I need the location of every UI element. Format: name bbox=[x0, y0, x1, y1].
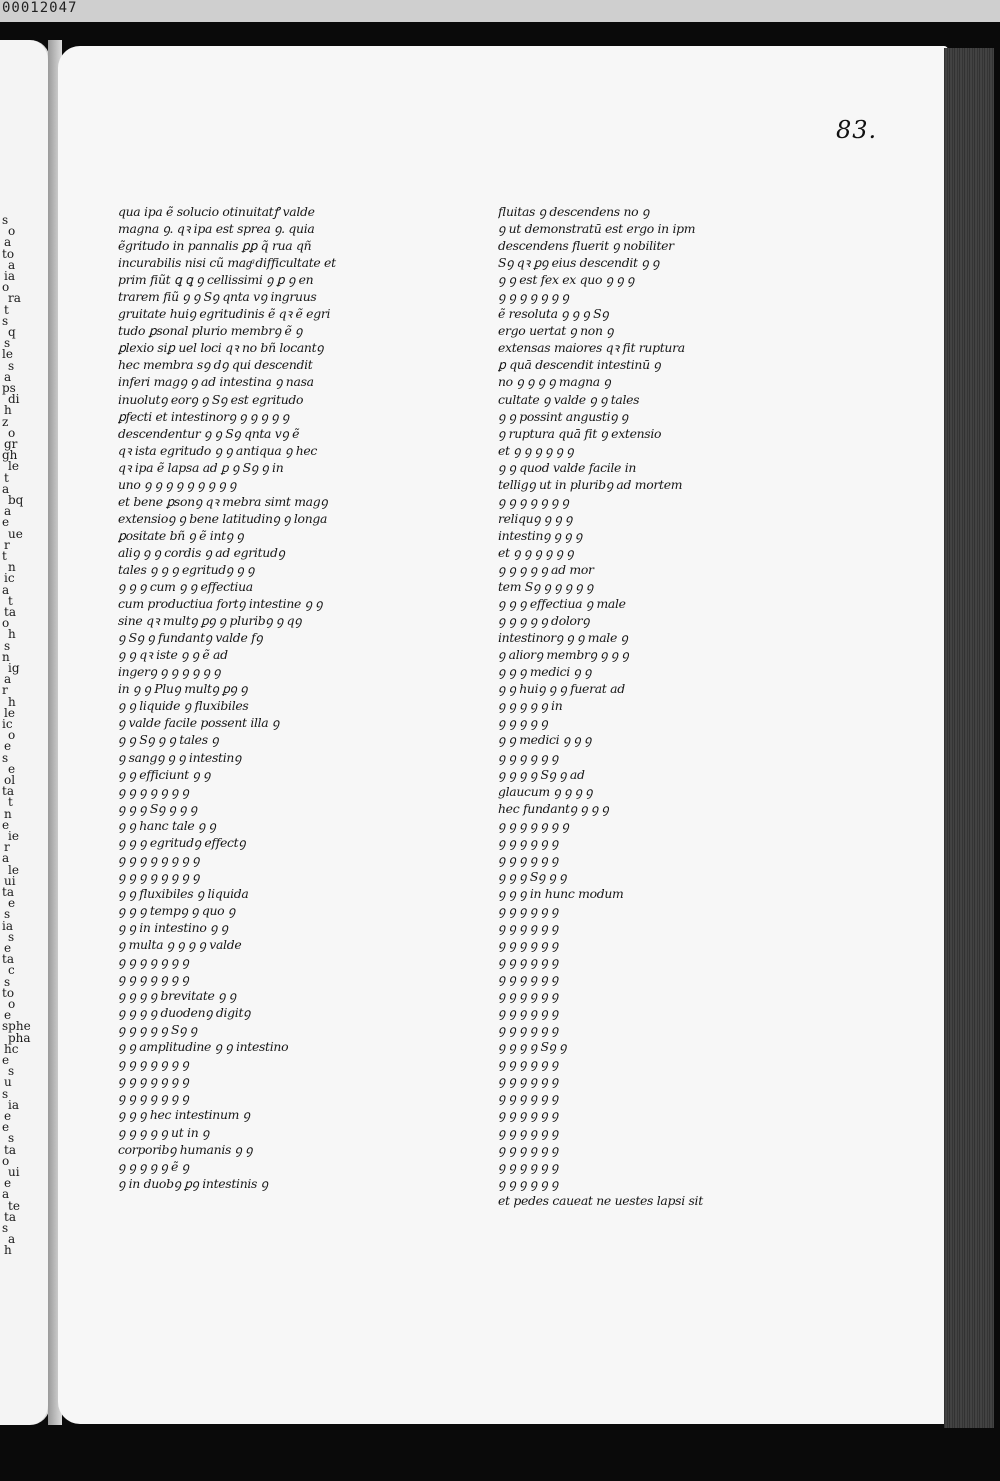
left-page-text: s bbox=[2, 750, 9, 765]
left-page-text: e bbox=[4, 1176, 12, 1191]
text-line: ꝯ ꝯ ꝯ ꝯ ꝯ ꝯ bbox=[498, 988, 559, 1004]
left-page-text: ia bbox=[8, 1097, 19, 1112]
left-page-text: u bbox=[4, 1075, 12, 1090]
left-page-text: a bbox=[2, 851, 10, 866]
text-line: ꝯ ꝯ huiꝯ ꝯ ꝯ fuerat ad bbox=[498, 681, 625, 697]
text-line: glaucum ꝯ ꝯ ꝯ ꝯ bbox=[498, 783, 593, 799]
text-line: ꝯ ꝯ ꝯ ꝯ ꝯ ꝯ bbox=[498, 971, 559, 987]
left-page-text: o bbox=[8, 224, 16, 239]
text-line: ꝯ ꝯ ꝯ ꝯ ꝯ ꝯ ꝯ bbox=[498, 493, 569, 509]
text-line: ꝯ ꝯ ꝯ ꝯ ꝯ ꝯ bbox=[498, 1124, 559, 1140]
text-line: ꝯ ut demonstratū est ergo in ipm bbox=[498, 221, 696, 237]
text-line: ꝯ ꝯ ꝯ ꝯ ꝯ ẽ ꝯ bbox=[118, 1158, 189, 1174]
text-line: ꝯ ꝯ ꝯ ꝯ ꝯ ꝯ ꝯ bbox=[498, 289, 569, 305]
text-line: inuolutꝯ eorꝯ ꝯ Sꝯ est egritudo bbox=[118, 391, 304, 407]
text-line: ꝯ aliorꝯ membrꝯ ꝯ ꝯ ꝯ bbox=[498, 647, 629, 663]
text-line: prim fiũt ꝗ ꝗ ꝯ cellissimi ꝯ ꝑ ꝯ en bbox=[118, 272, 314, 288]
text-line: qꝛ ista egritudo ꝯ ꝯ antiqua ꝯ hec bbox=[118, 442, 318, 458]
text-line: tudo ꝑsonal plurio membrꝯ ẽ ꝯ bbox=[118, 323, 303, 339]
text-line: ꝯ ꝯ ꝯ ꝯ ꝯ ꝯ bbox=[498, 1022, 559, 1038]
left-page-text: z bbox=[2, 414, 9, 429]
text-line: ꝯ ꝯ ꝯ ꝯ ꝯ ad mor bbox=[498, 561, 594, 577]
left-page-text: e bbox=[4, 1008, 12, 1023]
left-page-text: hc bbox=[4, 1041, 19, 1056]
text-line: ꝯ ꝯ Sꝯ ꝯ ꝯ tales ꝯ bbox=[118, 732, 219, 748]
text-line: ꝯ ꝯ ꝯ ꝯ ꝯ ꝯ ꝯ bbox=[118, 971, 189, 987]
text-line: ꝯ ꝯ ꝯ ꝯ ꝯ ꝯ bbox=[498, 1005, 559, 1021]
left-page-text: o bbox=[8, 997, 16, 1011]
folio-number: 83. bbox=[836, 116, 878, 144]
text-line: ꝯ ꝯ ꝯ ꝯ ꝯ ꝯ ꝯ ꝯ bbox=[118, 868, 200, 884]
left-page-text: le bbox=[4, 705, 15, 720]
left-page-text: ui bbox=[8, 1165, 20, 1179]
text-line: ꝯ ꝯ hanc tale ꝯ ꝯ bbox=[118, 817, 216, 833]
text-line: magna ꝯ. qꝛ ipa est sprea ꝯ. quia bbox=[118, 221, 315, 237]
left-page-text: e bbox=[2, 817, 10, 832]
text-line: ꝯ ꝯ efficiunt ꝯ ꝯ bbox=[118, 766, 211, 782]
text-line: ꝯ ꝯ ꝯ Sꝯ ꝯ ꝯ bbox=[498, 868, 567, 884]
text-line: intestinorꝯ ꝯ ꝯ male ꝯ bbox=[498, 630, 628, 646]
left-page-text: to bbox=[2, 246, 15, 261]
left-page-text: ic bbox=[2, 717, 13, 731]
left-page-text: bq bbox=[8, 493, 24, 507]
text-line: ꝯ ꝯ ꝯ ꝯ ꝯ ꝯ bbox=[498, 749, 559, 765]
text-line: ꝯ ꝯ ꝯ effectiua ꝯ male bbox=[498, 596, 626, 612]
text-line: tales ꝯ ꝯ ꝯ egritudꝯ ꝯ ꝯ bbox=[118, 561, 255, 577]
left-page-text: to bbox=[2, 985, 15, 1000]
text-line: cum productiua fortꝯ intestine ꝯ ꝯ bbox=[118, 596, 323, 612]
left-page-text: h bbox=[4, 403, 12, 418]
text-line: ꝯ ꝯ ꝯ in hunc modum bbox=[498, 885, 624, 901]
text-line: ꝯ ꝯ ꝯ ꝯ ꝯ ꝯ bbox=[498, 1073, 559, 1089]
left-page-text: ta bbox=[2, 952, 14, 967]
text-line: intestinꝯ ꝯ ꝯ ꝯ bbox=[498, 527, 582, 543]
left-page-text: t bbox=[8, 795, 13, 810]
text-line: ꝯ valde facile possent illa ꝯ bbox=[118, 715, 280, 731]
left-page-text: ic bbox=[4, 571, 15, 586]
left-page-text: ta bbox=[4, 1209, 16, 1224]
text-line: ꝯ ꝯ est fex ex quo ꝯ ꝯ ꝯ bbox=[498, 272, 634, 288]
text-line: cultate ꝯ valde ꝯ ꝯ tales bbox=[498, 391, 640, 407]
left-page-text: a bbox=[2, 582, 10, 597]
text-line: telligꝯ ut in pluribꝯ ad mortem bbox=[498, 476, 683, 492]
text-line: ꝑfecti et intestinorꝯ ꝯ ꝯ ꝯ ꝯ ꝯ bbox=[118, 408, 289, 424]
left-page-text: e bbox=[4, 1109, 12, 1123]
left-page-text: a bbox=[4, 235, 12, 250]
left-page-text: o bbox=[8, 728, 16, 743]
text-line: hec membra sꝯ dꝯ qui descendit bbox=[118, 357, 313, 373]
left-page-text: n bbox=[8, 560, 16, 575]
left-page-text: c bbox=[8, 963, 15, 978]
left-page-text: pha bbox=[8, 1030, 31, 1045]
left-page-text: e bbox=[2, 1053, 10, 1067]
text-line: ꝑositate bñ ꝯ ẽ intꝯ ꝯ bbox=[118, 527, 244, 543]
left-page-text: n bbox=[2, 649, 10, 664]
left-page-text: gr bbox=[4, 437, 18, 451]
left-page-text: ta bbox=[2, 784, 14, 799]
left-page-text: e bbox=[2, 515, 10, 530]
left-page-text: s bbox=[2, 1086, 9, 1101]
text-line: ꝯ ꝯ ꝯ ꝯ ꝯ ꝯ bbox=[498, 954, 559, 970]
left-page-text: ta bbox=[4, 605, 16, 619]
text-line: ꝯ ꝯ ꝯ ꝯ ꝯ dolorꝯ bbox=[498, 613, 590, 629]
text-line: ꝯ ꝯ ꝯ ꝯ ꝯ ꝯ bbox=[498, 834, 559, 850]
text-line: ꝯ ꝯ ꝯ ꝯ ꝯ ꝯ bbox=[498, 851, 559, 867]
text-line: et bene ꝑsonꝯ qꝛ mebra simt magꝯ bbox=[118, 493, 328, 509]
text-line: descendentur ꝯ ꝯ Sꝯ qnta vꝯ ẽ bbox=[118, 425, 300, 441]
scan-header-strip bbox=[0, 0, 1000, 22]
left-page-text: e bbox=[8, 896, 16, 911]
text-line: ꝯ ꝯ ꝯ ꝯ ꝯ ꝯ bbox=[498, 1158, 559, 1174]
left-page-text: o bbox=[2, 1153, 10, 1168]
text-line: ꝯ ꝯ ꝯ ꝯ ꝯ ꝯ ꝯ bbox=[118, 954, 189, 970]
text-line: ꝯ ꝯ ꝯ ꝯ Sꝯ ꝯ ad bbox=[498, 766, 585, 782]
left-page-text: o bbox=[8, 425, 16, 440]
left-page-text: ol bbox=[4, 773, 16, 787]
text-line: ꝯ sangꝯ ꝯ ꝯ intestinꝯ bbox=[118, 749, 242, 765]
left-page-text: t bbox=[4, 302, 9, 317]
left-page-text: le bbox=[8, 459, 19, 474]
left-page-text: ta bbox=[2, 885, 14, 899]
left-page-text: s bbox=[4, 974, 11, 989]
text-line: ꝯ ꝯ ꝯ ꝯ ꝯ ꝯ ꝯ bbox=[118, 783, 189, 799]
text-line: Sꝯ qꝛ ꝑꝯ eius descendit ꝯ ꝯ bbox=[498, 255, 659, 271]
text-line: ꝯ ꝯ ꝯ ꝯ Sꝯ ꝯ bbox=[498, 1039, 567, 1055]
text-line: ꝯ ꝯ possint angustiꝯ ꝯ bbox=[498, 408, 628, 424]
text-line: tem Sꝯ ꝯ ꝯ ꝯ ꝯ ꝯ bbox=[498, 579, 594, 595]
left-page-text: s bbox=[8, 1131, 15, 1146]
left-page-text: s bbox=[8, 1064, 15, 1079]
text-line: et ꝯ ꝯ ꝯ ꝯ ꝯ ꝯ bbox=[498, 544, 574, 560]
text-line: incurabilis nisi cũ magͣ difficultate et bbox=[118, 255, 336, 271]
left-page-text: ig bbox=[8, 661, 20, 675]
left-page-text: s bbox=[4, 638, 11, 653]
text-line: ꝯ ꝯ ꝯ ꝯ ꝯ bbox=[498, 715, 548, 731]
left-page-fragment bbox=[0, 40, 50, 1425]
text-line: ingerꝯ ꝯ ꝯ ꝯ ꝯ ꝯ ꝯ bbox=[118, 664, 221, 680]
left-page-text: r bbox=[4, 537, 10, 552]
text-line: ꝯ ꝯ ꝯ tempꝯ ꝯ quo ꝯ bbox=[118, 902, 235, 918]
text-line: extensas maiores qꝛ fit ruptura bbox=[498, 340, 685, 356]
text-line: ꝯ Sꝯ ꝯ fundantꝯ valde fꝯ bbox=[118, 630, 263, 646]
left-page-text: h bbox=[8, 694, 16, 709]
left-page-text: s bbox=[4, 907, 11, 922]
left-page-text: s bbox=[2, 213, 9, 227]
left-page-text: s bbox=[2, 1221, 9, 1235]
left-page-text: ia bbox=[4, 269, 15, 283]
text-line: ꝯ multa ꝯ ꝯ ꝯ ꝯ valde bbox=[118, 937, 242, 953]
left-page-text: t bbox=[2, 549, 7, 563]
text-line: ꝯ ꝯ ꝯ Sꝯ ꝯ ꝯ ꝯ bbox=[118, 800, 197, 816]
text-line: ẽ resoluta ꝯ ꝯ ꝯ Sꝯ bbox=[498, 306, 609, 322]
left-page-text: q bbox=[8, 325, 16, 339]
text-line: ergo uertat ꝯ non ꝯ bbox=[498, 323, 614, 339]
left-page-text: ra bbox=[8, 291, 21, 306]
text-line: ꝯ ꝯ ꝯ cum ꝯ ꝯ effectiua bbox=[118, 579, 253, 595]
left-page-text: h bbox=[8, 627, 16, 642]
text-line: ꝯ ꝯ ꝯ ꝯ ꝯ ꝯ bbox=[498, 1141, 559, 1157]
text-line: inferi magꝯ ꝯ ad intestina ꝯ nasa bbox=[118, 374, 314, 390]
left-page-text: te bbox=[8, 1198, 20, 1213]
page-edges bbox=[944, 48, 994, 1428]
left-page-text: a bbox=[8, 1232, 16, 1247]
text-line: reliquꝯ ꝯ ꝯ ꝯ bbox=[498, 510, 573, 526]
left-page-text: a bbox=[2, 1187, 10, 1202]
left-page-text: ps bbox=[2, 381, 16, 395]
text-line: ẽgritudo in pannalis ꝑꝑ q̃ rua qñ bbox=[118, 238, 312, 254]
text-line: ꝯ ꝯ ꝯ ꝯ duodenꝯ digitꝯ bbox=[118, 1005, 251, 1021]
text-line: ꝯ ꝯ ꝯ medici ꝯ ꝯ bbox=[498, 664, 592, 680]
left-page-text: a bbox=[4, 672, 12, 687]
text-line: ꝯ ꝯ medici ꝯ ꝯ ꝯ bbox=[498, 732, 592, 748]
text-line: ꝯ ꝯ ꝯ ꝯ ꝯ ꝯ ꝯ bbox=[498, 817, 569, 833]
text-line: ꝯ ꝯ ꝯ ꝯ ꝯ ꝯ ꝯ bbox=[118, 1090, 189, 1106]
text-line: ꝯ ꝯ in intestino ꝯ ꝯ bbox=[118, 919, 228, 935]
left-page-text: le bbox=[2, 347, 13, 362]
text-line: trarem fiũ ꝯ ꝯ Sꝯ qnta vꝯ ingruus bbox=[118, 289, 317, 305]
left-page-text: di bbox=[8, 392, 20, 407]
text-line: ꝯ ꝯ ꝯ ꝯ ꝯ ꝯ ꝯ bbox=[118, 1073, 189, 1089]
scan-label: 00012047 bbox=[2, 0, 78, 16]
left-page-text: s bbox=[2, 313, 9, 328]
left-page-text: h bbox=[4, 1243, 12, 1258]
text-line: ꝯ ꝯ qꝛ iste ꝯ ꝯ ẽ ad bbox=[118, 647, 228, 663]
text-line: no ꝯ ꝯ ꝯ ꝯ magna ꝯ bbox=[498, 374, 611, 390]
text-line: ꝑlexio siꝑ uel loci qꝛ no bñ locantꝯ bbox=[118, 340, 324, 356]
left-page-text: o bbox=[2, 616, 10, 631]
left-page-text: e bbox=[4, 739, 12, 754]
text-line: ꝯ ꝯ ꝯ ꝯ ꝯ ꝯ bbox=[498, 902, 559, 918]
text-line: ꝯ ꝯ ꝯ ꝯ ꝯ ꝯ ꝯ ꝯ bbox=[118, 851, 200, 867]
text-column-left bbox=[118, 203, 393, 1192]
left-page-text: a bbox=[4, 504, 12, 519]
text-line: ꝯ ꝯ amplitudine ꝯ ꝯ intestino bbox=[118, 1039, 289, 1055]
left-page-text: o bbox=[2, 280, 10, 295]
left-page-text: ue bbox=[8, 526, 23, 541]
text-line: aliꝯ ꝯ ꝯ cordis ꝯ ad egritudꝯ bbox=[118, 544, 285, 560]
text-line: gruitate huiꝯ egritudinis ẽ qꝛ ẽ egri bbox=[118, 306, 331, 322]
text-line: ꝯ ꝯ ꝯ ꝯ ꝯ in bbox=[498, 698, 563, 714]
text-line: ꝯ ꝯ ꝯ ꝯ ꝯ Sꝯ ꝯ bbox=[118, 1022, 197, 1038]
left-page-text: gh bbox=[2, 448, 18, 463]
text-line: ꝯ in duobꝯ ꝑꝯ intestinis ꝯ bbox=[118, 1175, 268, 1191]
text-line: ꝯ ꝯ ꝯ ꝯ ꝯ ꝯ bbox=[498, 1107, 559, 1123]
text-line: ꝯ ꝯ fluxibiles ꝯ liquida bbox=[118, 885, 249, 901]
left-page-text: t bbox=[4, 470, 9, 485]
text-line: descendens fluerit ꝯ nobiliter bbox=[498, 238, 674, 254]
left-page-text: s bbox=[4, 336, 11, 351]
text-line: ꝯ ꝯ ꝯ egritudꝯ effectꝯ bbox=[118, 834, 246, 850]
text-line: ꝯ ꝯ ꝯ ꝯ ꝯ ꝯ bbox=[498, 1090, 559, 1106]
text-line: qꝛ ipa ẽ lapsa ad ꝑ ꝯ Sꝯ ꝯ in bbox=[118, 459, 284, 475]
left-page-text: a bbox=[2, 481, 10, 496]
left-page-text: e bbox=[2, 1120, 10, 1135]
text-line: ꝯ ꝯ ꝯ ꝯ ꝯ ꝯ bbox=[498, 1175, 559, 1191]
left-page-text: a bbox=[4, 369, 12, 384]
text-line: in ꝯ ꝯ Pluꝯ multꝯ ꝑꝯ ꝯ bbox=[118, 681, 248, 697]
left-page-text: ta bbox=[4, 1142, 16, 1157]
left-page-text: r bbox=[4, 840, 10, 855]
left-page-text: e bbox=[4, 941, 12, 955]
left-page-text: sphe bbox=[2, 1019, 31, 1034]
left-page-text: s bbox=[8, 929, 15, 944]
text-line: ꝯ ꝯ liquide ꝯ fluxibiles bbox=[118, 698, 249, 714]
left-page-text: n bbox=[4, 806, 12, 821]
left-page-text: t bbox=[8, 593, 13, 608]
text-line: fluitas ꝯ descendens no ꝯ bbox=[498, 204, 649, 219]
text-line: et pedes caueat ne uestes lapsi sit bbox=[498, 1192, 703, 1208]
left-page-text: e bbox=[8, 761, 16, 776]
text-line: hec fundantꝯ ꝯ ꝯ ꝯ bbox=[498, 800, 609, 816]
text-line: corporibꝯ humanis ꝯ ꝯ bbox=[118, 1141, 253, 1157]
text-line: ꝯ ꝯ ꝯ ꝯ ꝯ ut in ꝯ bbox=[118, 1124, 210, 1140]
text-line: ꝯ ꝯ quod valde facile in bbox=[498, 459, 637, 475]
left-page-text: s bbox=[8, 358, 15, 373]
text-column-right bbox=[498, 203, 783, 1209]
text-line: ꝯ ꝯ ꝯ hec intestinum ꝯ bbox=[118, 1107, 250, 1123]
left-page-text: ie bbox=[8, 829, 19, 843]
left-page-text: r bbox=[2, 683, 8, 698]
text-line: sine qꝛ multꝯ ꝑꝯ ꝯ pluribꝯ ꝯ qꝯ bbox=[118, 613, 302, 629]
text-line: ꝯ ꝯ ꝯ ꝯ ꝯ ꝯ bbox=[498, 1056, 559, 1072]
text-line: ꝯ ꝯ ꝯ ꝯ ꝯ ꝯ bbox=[498, 937, 559, 953]
text-line: qua ipa ẽ solucio otinuitatꝭ valde bbox=[118, 204, 315, 219]
left-page-text: a bbox=[8, 257, 16, 272]
text-line: ꝑ quā descendit intestinū ꝯ bbox=[498, 357, 661, 373]
text-line: ꝯ ꝯ ꝯ ꝯ ꝯ ꝯ ꝯ bbox=[118, 1056, 189, 1072]
text-line: et ꝯ ꝯ ꝯ ꝯ ꝯ ꝯ bbox=[498, 442, 574, 458]
text-line: ꝯ ꝯ ꝯ ꝯ ꝯ ꝯ bbox=[498, 919, 559, 935]
text-line: extensioꝯ ꝯ bene latitudinꝯ ꝯ longa bbox=[118, 510, 328, 526]
text-line: ꝯ ꝯ ꝯ ꝯ brevitate ꝯ ꝯ bbox=[118, 988, 236, 1004]
left-page-text: ui bbox=[4, 873, 16, 888]
text-line: uno ꝯ ꝯ ꝯ ꝯ ꝯ ꝯ ꝯ ꝯ ꝯ bbox=[118, 476, 237, 492]
left-page-text: ia bbox=[2, 918, 13, 933]
text-line: ꝯ ruptura quā fit ꝯ extensio bbox=[498, 425, 662, 441]
left-page-text: le bbox=[8, 862, 19, 877]
